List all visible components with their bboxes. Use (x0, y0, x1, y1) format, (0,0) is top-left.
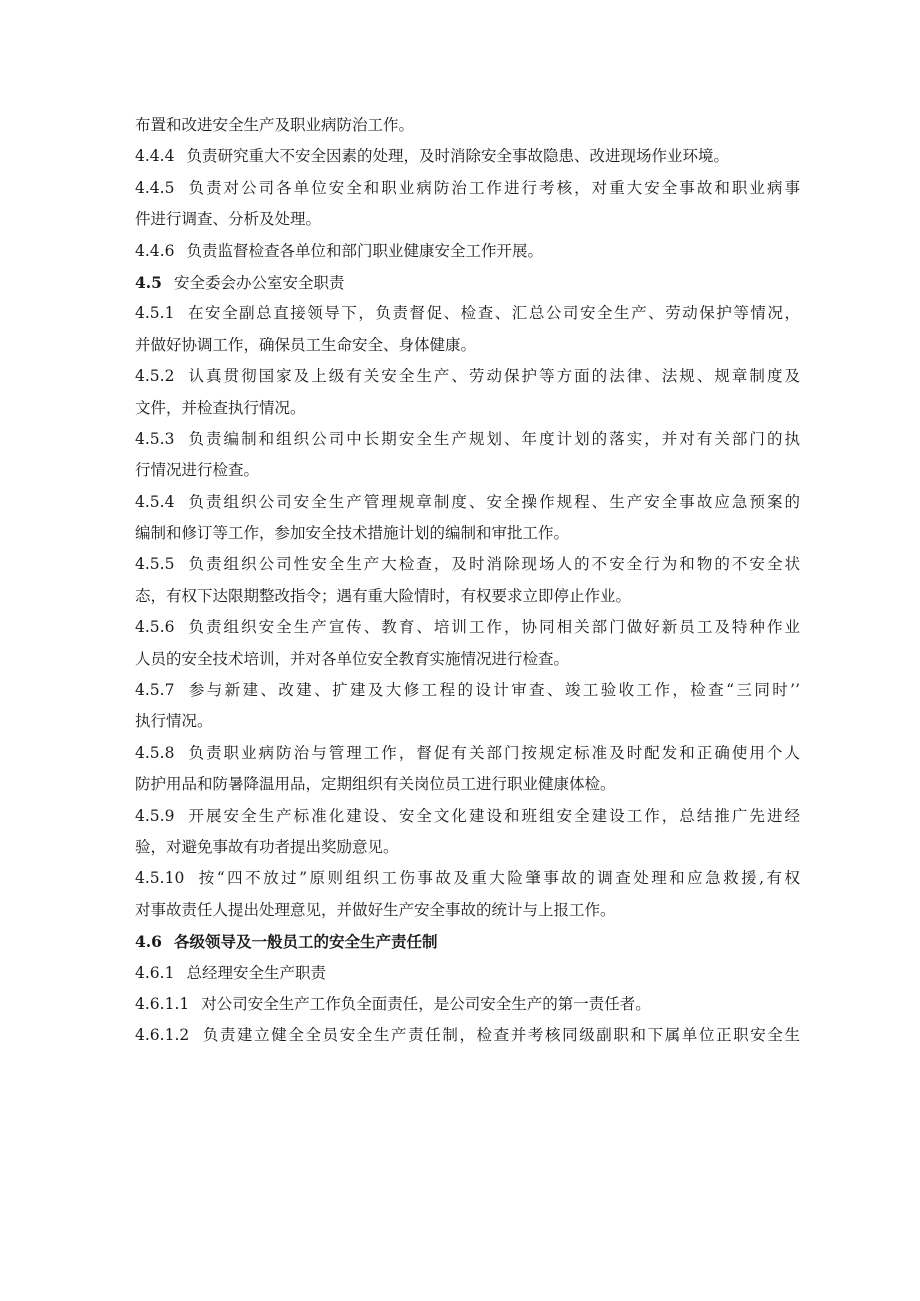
line-text: 并做好协调工作，确保员工生命安全、身体健康。 (135, 335, 477, 354)
line-text: 文件，并检查执行情况。 (135, 398, 306, 417)
section-number: 4.4.5 (135, 178, 175, 197)
text-line (135, 832, 800, 863)
section-number: 4.4.4 (135, 147, 175, 166)
section-number: 4.4.6 (135, 241, 175, 260)
text-line (135, 518, 800, 549)
section-number: 4.5.8 (135, 743, 175, 762)
text-line (135, 926, 800, 957)
section-number: 4.5.3 (135, 429, 175, 448)
line-text: 负责编制和组织公司中长期安全生产规划、年度计划的落实，并对有关部门的执 (186, 429, 800, 448)
line-text: 认真贯彻国家及上级有关安全生产、劳动保护等方面的法律、法规、规章制度及 (186, 367, 800, 386)
line-text: 负责建立健全全员安全生产责任制，检查并考核同级副职和下属单位正职安全生 (201, 1026, 800, 1045)
text-line (135, 298, 800, 329)
text-line (135, 612, 800, 643)
section-number: 4.5.10 (135, 869, 185, 888)
text-line (135, 361, 800, 392)
section-number: 4.6 (135, 932, 162, 952)
text-line (135, 706, 800, 737)
text-line (135, 863, 800, 894)
text-line (135, 801, 800, 832)
text-line (135, 110, 800, 141)
text-line (135, 173, 800, 204)
text-line (135, 1020, 800, 1051)
line-text: 行情况进行检查。 (135, 461, 260, 480)
text-line (135, 958, 800, 989)
text-line (135, 487, 800, 518)
section-number: 4.6.1.1 (135, 994, 190, 1013)
text-line (135, 644, 800, 675)
line-text: 开展安全生产标准化建设、安全文化建设和班组安全建设工作，总结推广先进经 (186, 806, 800, 825)
line-text: 在安全副总直接领导下，负责督促、检查、汇总公司安全生产、劳动保护等情况， (186, 304, 800, 323)
line-text: 负责组织安全生产宣传、教育、培训工作，协同相关部门做好新员工及特种作业 (186, 618, 800, 637)
line-text: 执行情况。 (135, 712, 213, 731)
document-body (135, 110, 800, 1052)
section-number: 4.6.1 (135, 963, 175, 982)
line-text: 对公司安全生产工作负全面责任，是公司安全生产的第一责任者。 (201, 994, 651, 1013)
text-line (135, 141, 800, 172)
text-line (135, 895, 800, 926)
line-text: 参与新建、改建、扩建及大修工程的设计审查、竣工验收工作，检查“三同时’’ (186, 681, 800, 700)
line-text: 验，对避免事故有功者提出奖励意见。 (135, 837, 399, 856)
text-line (135, 738, 800, 769)
section-number: 4.5.7 (135, 681, 175, 700)
line-text: 人员的安全技术培训，并对各单位安全教育实施情况进行检查。 (135, 649, 570, 668)
line-text: 各级领导及一般员工的安全生产责任制 (173, 932, 438, 952)
text-line (135, 675, 800, 706)
line-text: 总经理安全生产职责 (186, 963, 326, 982)
text-line (135, 424, 800, 455)
text-line (135, 267, 800, 298)
text-line (135, 204, 800, 235)
section-number: 4.5.9 (135, 806, 175, 825)
text-line (135, 989, 800, 1020)
text-line (135, 581, 800, 612)
text-line (135, 455, 800, 486)
line-text: 负责职业病防治与管理工作，督促有关部门按规定标准及时配发和正确使用个人 (186, 743, 800, 762)
line-text: 编制和修订等工作，参加安全技术措施计划的编制和审批工作。 (135, 524, 570, 543)
section-number: 4.6.1.2 (135, 1026, 190, 1045)
text-line (135, 236, 800, 267)
line-text: 负责对公司各单位安全和职业病防治工作进行考核，对重大安全事故和职业病事 (186, 178, 800, 197)
text-line (135, 769, 800, 800)
line-text: 按“四不放过”原则组织工伤事故及重大险肇事故的调查处理和应急救援,有权 (196, 869, 800, 888)
text-line (135, 330, 800, 361)
line-text: 负责研究重大不安全因素的处理，及时消除安全事故隐患、改进现场作业环境。 (186, 147, 729, 166)
section-number: 4.5 (135, 272, 162, 292)
text-line (135, 549, 800, 580)
line-text: 态，有权下达限期整改指令；遇有重大险情时，有权要求立即停止作业。 (135, 586, 632, 605)
section-number: 4.5.6 (135, 618, 175, 637)
line-text: 对事故责任人提出处理意见，并做好生产安全事故的统计与上报工作。 (135, 900, 616, 919)
line-text: 负责组织公司安全生产管理规章制度、安全操作规程、生产安全事故应急预案的 (186, 492, 800, 511)
section-number: 4.5.4 (135, 492, 175, 511)
line-text: 防护用品和防暑降温用品，定期组织有关岗位员工进行职业健康体检。 (135, 775, 616, 794)
section-number: 4.5.2 (135, 367, 175, 386)
line-text: 安全委会办公室安全职责 (173, 273, 345, 292)
section-number: 4.5.1 (135, 304, 175, 323)
text-line (135, 393, 800, 424)
line-text: 件进行调查、分析及处理。 (135, 210, 322, 229)
line-text: 负责组织公司性安全生产大检查，及时消除现场人的不安全行为和物的不安全状 (186, 555, 800, 574)
line-text: 布置和改进安全生产及职业病防治工作。 (135, 116, 415, 134)
line-text: 负责监督检查各单位和部门职业健康安全工作开展。 (186, 241, 543, 260)
section-number: 4.5.5 (135, 555, 175, 574)
